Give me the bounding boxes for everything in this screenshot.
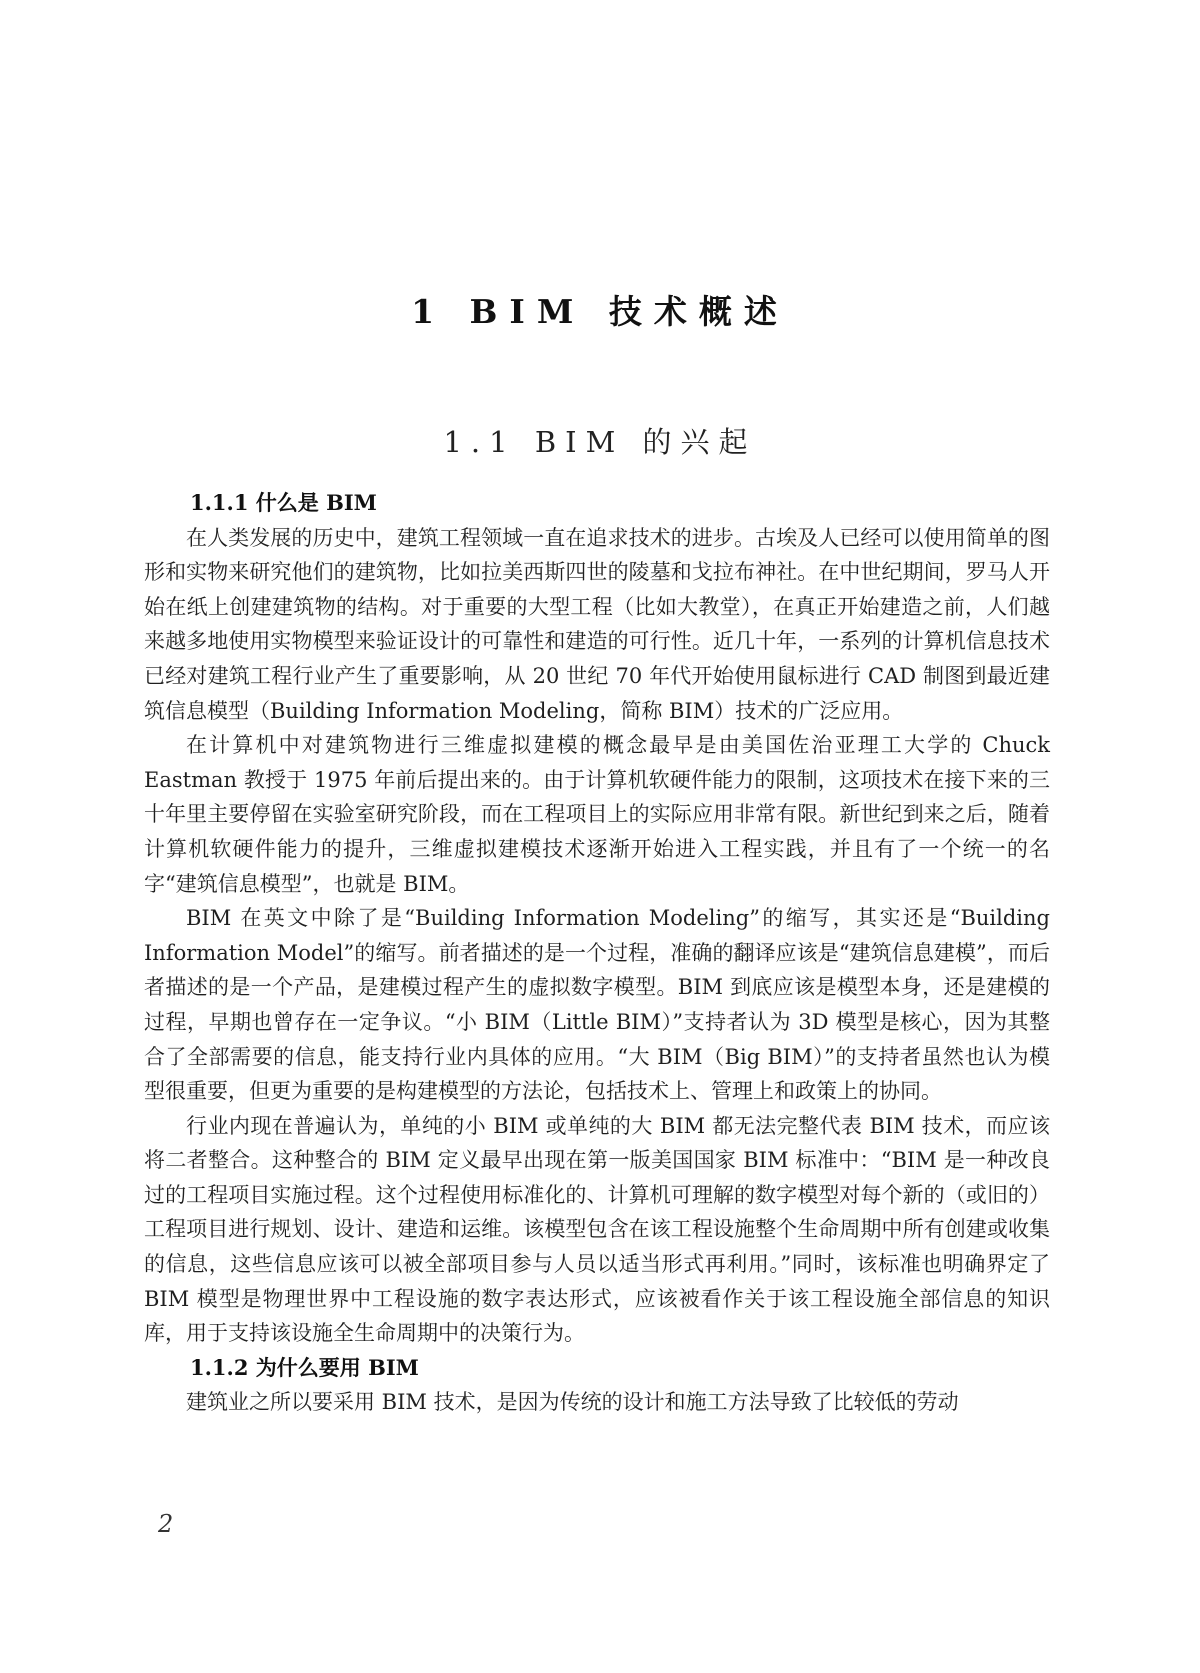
paragraph: 在人类发展的历史中，建筑工程领域一直在追求技术的进步。古埃及人已经可以使用简单的图形和实物来研究他们的建筑物，比如拉美西斯四世的陵墓和戈拉布神社。在中世纪期间，罗马人开始在纸上创建建筑物的结构。对于重要的大型工程（比如大教堂），在真正开始建造之前，人们越来越多地使用实物模型来验证设计的可靠性和建造的可行性。近几十年，一系列的计算机信息技术已经对建筑工程行业产生了重要影响，从 20 世纪 70 年代开始使用鼠标进行 CAD 制图到最近建筑信息模型（Building Information Modeling，简称 BIM）技术的广泛应用。	[144, 525, 1050, 723]
section-title: 1.1 BIM 的兴起	[443, 425, 757, 459]
subsection-heading-1-1-2: 1.1.2 为什么要用 BIM	[190, 1354, 419, 1380]
paragraph: 在计算机中对建筑物进行三维虚拟建模的概念最早是由美国佐治亚理工大学的 Chuck Eastman 教授于 1975 年前后提出来的。由于计算机软硬件能力的限制，这项技术在接下来的三十年里主要停留在实验室研究阶段，而在工程项目上的实际应用非常有限。新世纪到来之后，随着计算机软硬件能力的提升，三维虚拟建模技术逐渐开始进入工程实践，并且有了一个统一的名字“建筑信息模型”，也就是 BIM。	[144, 733, 1050, 896]
paragraph: BIM 在英文中除了是“Building Information Modeling”的缩写，其实还是“Building Information Model”的缩写。前者描述的是一个过程，准确的翻译应该是“建筑信息建模”，而后者描述的是一个产品，是建模过程产生的虚拟数字模型。BIM 到底应该是模型本身，还是建模的过程，早期也曾存在一定争议。“小 BIM（Little BIM）”支持者认为 3D 模型是核心，因为其整合了全部需要的信息，能支持行业内具体的应用。“大 BIM（Big BIM）”的支持者虽然也认为模型很重要，但更为重要的是构建模型的方法论，包括技术上、管理上和政策上的协同。	[144, 906, 1050, 1104]
chapter-title: 1 BIM 技术概述	[411, 292, 789, 331]
body-text	[144, 486, 1050, 1420]
paragraph: 行业内现在普遍认为，单纯的小 BIM 或单纯的大 BIM 都无法完整代表 BIM 技术，而应该将二者整合。这种整合的 BIM 定义最早出现在第一版美国国家 BIM 标准中：“BIM 是一种改良过的工程项目实施过程。这个过程使用标准化的、计算机可理解的数字模型对每个新的（或旧的）工程项目进行规划、设计、建造和运维。该模型包含在该工程设施整个生命周期中所有创建或收集的信息，这些信息应该可以被全部项目参与人员以适当形式再利用。”同时，该标准也明确界定了 BIM 模型是物理世界中工程设施的数字表达形式，应该被看作关于该工程设施全部信息的知识库，用于支持该设施全生命周期中的决策行为。	[144, 1113, 1050, 1346]
page-number: 2	[158, 1510, 174, 1538]
subsection-heading-1-1-1: 1.1.1 什么是 BIM	[190, 490, 377, 515]
paragraph: 建筑业之所以要采用 BIM 技术，是因为传统的设计和施工方法导致了比较低的劳动	[186, 1390, 959, 1415]
